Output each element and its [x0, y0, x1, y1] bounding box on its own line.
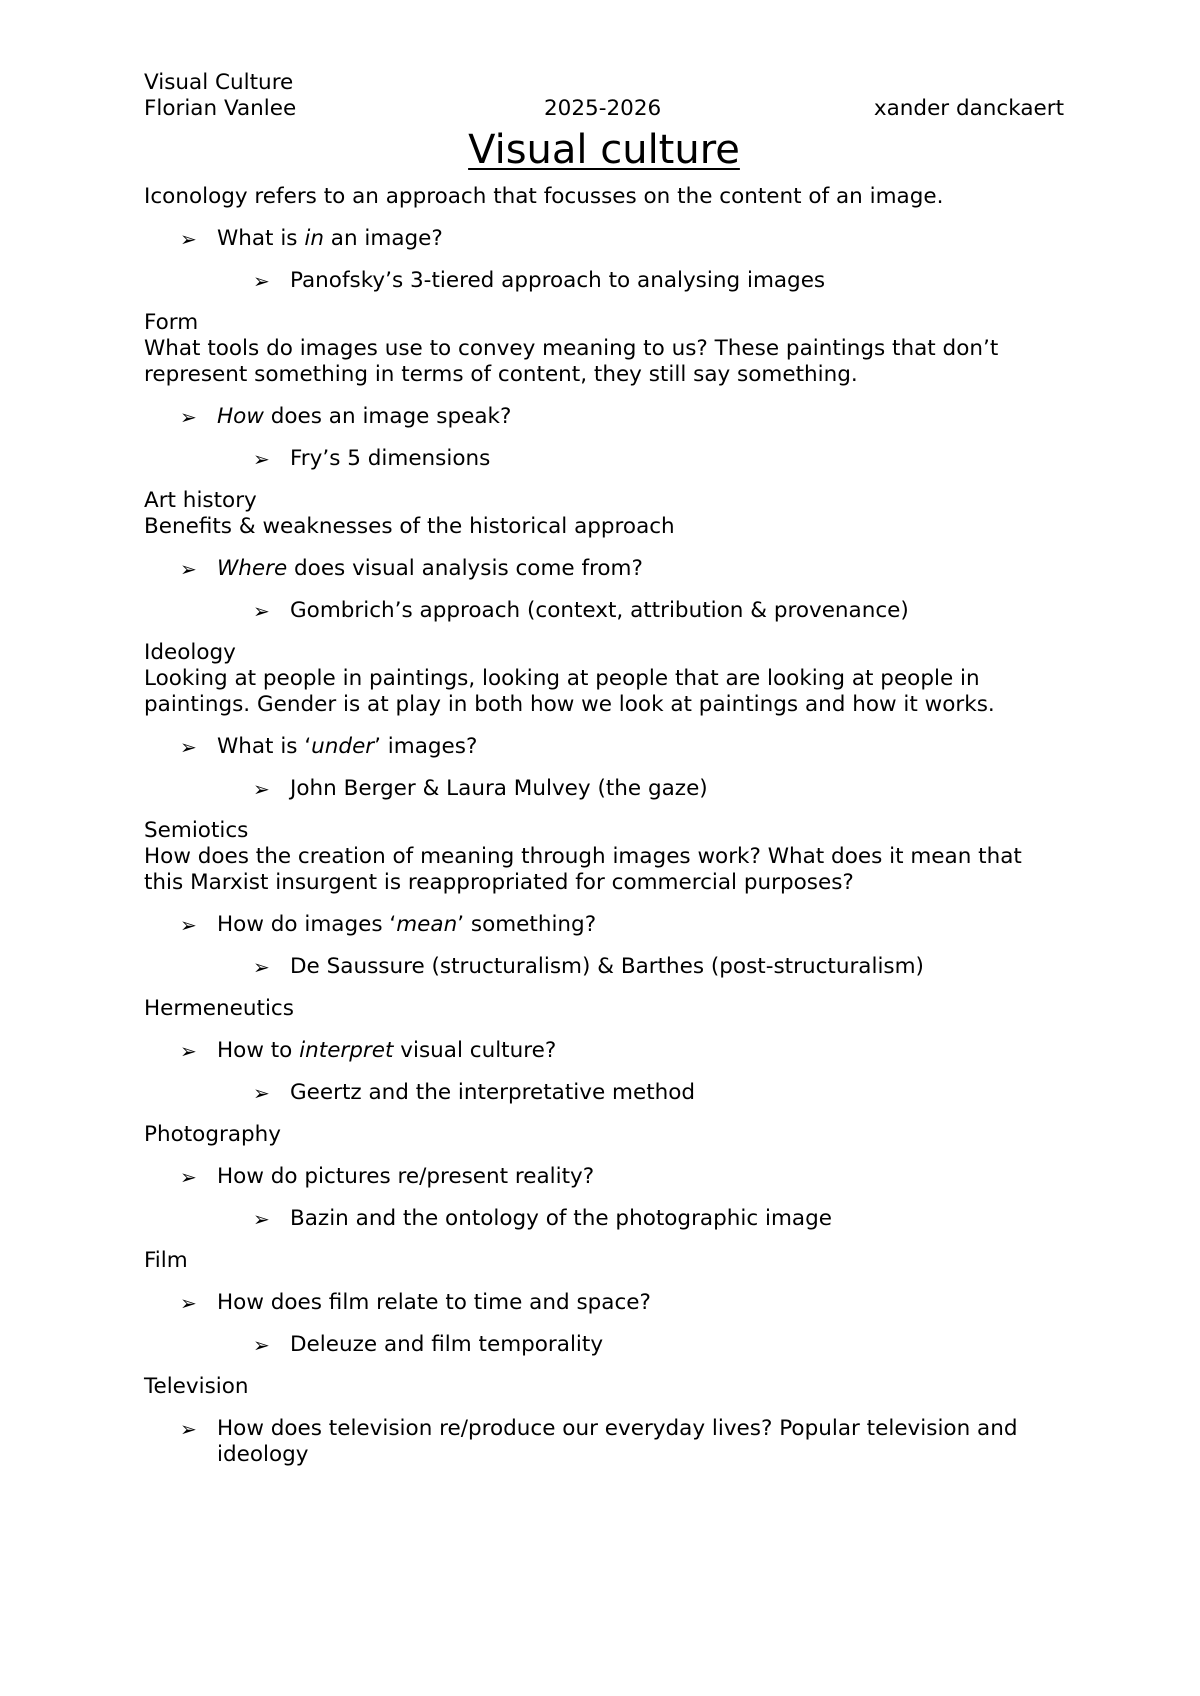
arrowhead-bullet-icon: ➢	[180, 735, 197, 759]
arrowhead-bullet-icon: ➢	[180, 1039, 197, 1063]
arrowhead-bullet-icon: ➢	[253, 777, 270, 801]
section-text-semiotics: How does the creation of meaning through images work? What does it mean that this Marxist insurgent is reappropriated for commercial purposes?	[144, 844, 1022, 895]
arrowhead-bullet-icon: ➢	[180, 557, 197, 581]
section-heading-semiotics: Semiotics	[144, 818, 249, 843]
bullet-art-history-sub: ➢ Gombrich’s approach (context, attribution & provenance)	[253, 598, 909, 623]
header-course: Visual Culture	[144, 70, 294, 95]
arrowhead-bullet-icon: ➢	[253, 955, 270, 979]
intro-paragraph: Iconology refers to an approach that focusses on the content of an image.	[144, 184, 944, 209]
section-heading-art-history: Art history	[144, 488, 257, 513]
section-text-art-history: Benefits & weaknesses of the historical approach	[144, 514, 675, 539]
header-author: xander danckaert	[873, 96, 1064, 121]
header-row	[144, 96, 1064, 122]
bullet-photography-sub: ➢ Bazin and the ontology of the photographic image	[253, 1206, 832, 1231]
bullet-film-sub: ➢ Deleuze and film temporality	[253, 1332, 604, 1357]
section-text-form: What tools do images use to convey meaning to us? These paintings that don’t represent something in terms of content, they still say something.	[144, 336, 999, 387]
bullet-semiotics-question: ➢ How do images ‘mean’ something?	[180, 912, 597, 937]
section-heading-ideology: Ideology	[144, 640, 236, 665]
arrowhead-bullet-icon: ➢	[180, 1291, 197, 1315]
bullet-film-question: ➢ How does film relate to time and space?	[180, 1290, 651, 1315]
arrowhead-bullet-icon: ➢	[253, 1333, 270, 1357]
bullet-iconology-question: ➢ What is in an image?	[180, 226, 443, 251]
arrowhead-bullet-icon: ➢	[180, 405, 197, 429]
arrowhead-bullet-icon: ➢	[180, 1165, 197, 1189]
bullet-ideology-question: ➢ What is ‘under’ images?	[180, 734, 478, 759]
section-heading-film: Film	[144, 1248, 188, 1273]
bullet-form-sub: ➢ Fry’s 5 dimensions	[253, 446, 491, 471]
arrowhead-bullet-icon: ➢	[253, 269, 270, 293]
bullet-semiotics-sub: ➢ De Saussure (structuralism) & Barthes (post-structuralism)	[253, 954, 924, 979]
bullet-photography-question: ➢ How do pictures re/present reality?	[180, 1164, 595, 1189]
bullet-hermeneutics-sub: ➢ Geertz and the interpretative method	[253, 1080, 696, 1105]
section-heading-hermeneutics: Hermeneutics	[144, 996, 294, 1021]
arrowhead-bullet-icon: ➢	[253, 599, 270, 623]
arrowhead-bullet-icon: ➢	[180, 1417, 197, 1441]
bullet-hermeneutics-question: ➢ How to interpret visual culture?	[180, 1038, 557, 1063]
bullet-art-history-question: ➢ Where does visual analysis come from?	[180, 556, 643, 581]
arrowhead-bullet-icon: ➢	[180, 913, 197, 937]
bullet-iconology-sub: ➢ Panofsky’s 3-tiered approach to analysing images	[253, 268, 826, 293]
bullet-ideology-sub: ➢ John Berger & Laura Mulvey (the gaze)	[253, 776, 708, 801]
arrowhead-bullet-icon: ➢	[180, 227, 197, 251]
arrowhead-bullet-icon: ➢	[253, 447, 270, 471]
header-lecturer: Florian Vanlee	[144, 96, 297, 121]
arrowhead-bullet-icon: ➢	[253, 1081, 270, 1105]
arrowhead-bullet-icon: ➢	[253, 1207, 270, 1231]
header-year: 2025-2026	[544, 96, 662, 121]
document-title: Visual culture	[468, 127, 740, 173]
section-text-ideology: Looking at people in paintings, looking at people that are looking at people in paintings. Gender is at play in both how we look at paintings and how it works.	[144, 666, 995, 717]
bullet-television-question: ➢ How does television re/produce our everyday lives? Popular television and ideology	[180, 1416, 1018, 1467]
section-heading-form: Form	[144, 310, 199, 335]
section-heading-television: Television	[144, 1374, 249, 1399]
document-page	[144, 70, 1064, 1468]
section-heading-photography: Photography	[144, 1122, 281, 1147]
bullet-form-question: ➢ How does an image speak?	[180, 404, 512, 429]
